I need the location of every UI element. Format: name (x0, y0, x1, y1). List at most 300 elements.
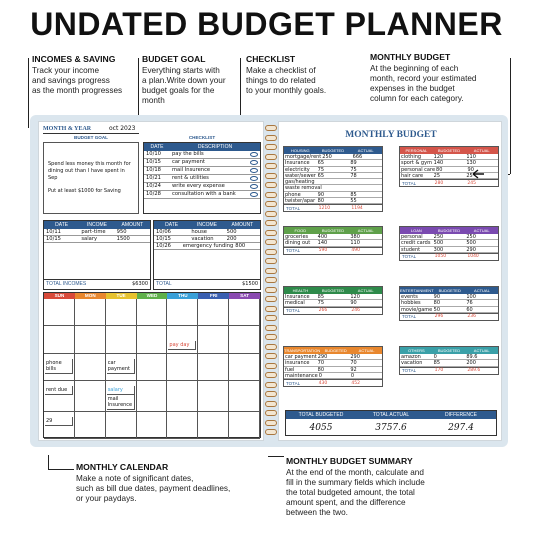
total-cell: TOTAL (402, 368, 417, 374)
income-header: AMOUNT (121, 222, 144, 228)
leader-line (48, 469, 74, 470)
category-name: TRANSPORTATION (284, 348, 321, 353)
budget-goal-caption (142, 54, 242, 106)
category-cell: insurance (285, 360, 310, 367)
category-cell: 0 (350, 372, 355, 379)
category-cell: 78 (350, 172, 357, 179)
calendar-day-cell (137, 354, 168, 381)
column-budgeted: BUDGETED (321, 148, 345, 153)
category-cell: 75 (317, 166, 325, 173)
category-cell: mortgage/rent (285, 154, 322, 160)
caption-line: to your monthly goals. (246, 86, 327, 95)
income-cell: 10/26 (156, 243, 171, 249)
spiral-ring (265, 258, 277, 264)
spiral-ring (265, 239, 277, 245)
category-cell: 60 (466, 306, 473, 313)
caption-line: expenses in the budget (370, 84, 455, 93)
calendar-day-cell (106, 412, 137, 439)
caption-line: as the month progresses (32, 86, 123, 95)
income-header: DATE (55, 222, 69, 228)
category-cell: 85 (433, 360, 441, 367)
category-cell: hobbies (401, 300, 421, 307)
spiral-ring (265, 410, 277, 416)
calendar-day-cell (229, 412, 260, 439)
checklist-table (143, 142, 261, 214)
goal-line: Spend less money this month for (48, 161, 131, 167)
spiral-ring (265, 353, 277, 359)
checklist-date: 10/10 (146, 151, 161, 157)
spiral-ring (265, 429, 277, 435)
right-page (278, 121, 502, 441)
caption-line: Make a checklist of (246, 66, 316, 75)
column-actual: ACTUAL (358, 348, 375, 353)
calendar-day-cell (106, 354, 137, 381)
income-row (154, 229, 260, 236)
budget-category-transportation (283, 346, 383, 387)
calendar-note: car payment (107, 359, 135, 374)
caption-line: budget goals for the (142, 86, 215, 95)
calendar-day-cell (167, 412, 198, 439)
incomes-heading: INCOMES & SAVING (32, 54, 116, 64)
leader-line (28, 58, 29, 128)
spiral-ring (265, 401, 277, 407)
spiral-ring (265, 315, 277, 321)
category-cell: medical (285, 300, 305, 307)
income-cell: house (191, 229, 207, 235)
column-budgeted: BUDGETED (324, 348, 347, 353)
total-cell: 296 (434, 314, 444, 320)
category-cell: 76 (466, 300, 473, 307)
left-page (38, 121, 264, 441)
category-cell: water/sewer (285, 172, 316, 179)
spiral-ring (265, 144, 277, 150)
goal-line: Put at least $1000 for Saving (48, 188, 121, 194)
category-name: ENTERTAINMENT (400, 288, 434, 293)
calendar-day-cell (137, 381, 168, 412)
category-cell (322, 185, 352, 190)
total-cell: 236 (467, 314, 476, 320)
total-cell: TOTAL (286, 248, 301, 254)
total-cell: 590 (318, 248, 328, 254)
checklist-heading: CHECKLIST (246, 54, 296, 64)
category-cell: 50 (433, 306, 441, 313)
category-cell: 70 (317, 360, 325, 367)
spiral-ring (265, 334, 277, 340)
column-actual: ACTUAL (474, 288, 490, 293)
category-cell: 75 (317, 300, 325, 307)
calendar-day-cell (106, 326, 137, 353)
total-cell: 1050 (434, 254, 447, 260)
income-cell: 950 (116, 229, 127, 235)
calendar-day-cell (137, 326, 168, 353)
weekday-label: THU (167, 293, 198, 299)
budget-category-entertainment (399, 286, 499, 321)
category-cell: 110 (350, 240, 360, 247)
calendar-note: mail Insurence (107, 395, 135, 410)
category-cell: 89.6 (466, 354, 478, 360)
total-cell: TOTAL (402, 180, 417, 186)
month-year-value: oct 2023 (109, 125, 136, 132)
spiral-ring (265, 192, 277, 198)
total-cell: TOTAL (402, 314, 417, 320)
category-cell: 85 (317, 294, 325, 300)
caption-line: a plan.Write down your (142, 76, 226, 85)
weekday-label: TUE (106, 293, 137, 299)
category-cell: 75 (350, 166, 357, 173)
total-cell: TOTAL (286, 380, 301, 386)
calendar-day-cell (75, 326, 106, 353)
category-cell: 120 (433, 154, 444, 160)
category-name: HEALTH (292, 288, 309, 293)
spiral-ring (265, 277, 277, 283)
category-cell: clothing (401, 154, 422, 160)
budget-summary-caption (286, 456, 486, 518)
calendar-note: phone bills (45, 359, 73, 374)
category-cell: 110 (466, 154, 476, 160)
monthly-calendar-caption (76, 462, 256, 504)
calendar-day-cell (229, 326, 260, 353)
income-cell: salary (81, 236, 98, 242)
income-row (154, 236, 260, 243)
calendar-day-cell (229, 354, 260, 381)
calendar-day-cell (106, 299, 137, 326)
calendar-day-cell (167, 299, 198, 326)
income-header: INCOME (196, 222, 217, 228)
calendar-note: salary (107, 386, 135, 395)
category-cell: electricity (285, 166, 310, 173)
caption-line: amount spent, and the difference (286, 498, 406, 507)
checklist-date: 10/18 (146, 167, 161, 173)
total-cell: 280 (434, 180, 444, 186)
category-cell: twister/apar (285, 198, 316, 205)
income-row (44, 236, 150, 243)
category-name: FOOD (294, 228, 307, 233)
weekday-label: MON (75, 293, 106, 299)
total-cell: TOTAL (286, 205, 301, 211)
checkbox-icon[interactable] (250, 160, 258, 165)
total-actual-value: 3757.6 (375, 423, 407, 433)
category-total (284, 307, 382, 314)
category-cell: 0 (433, 354, 437, 360)
category-cell: gas/heating (285, 179, 315, 186)
category-cell: 400 (317, 234, 328, 240)
category-cell: 290 (317, 354, 328, 360)
category-cell: maintenance (285, 372, 318, 379)
category-cell: 500 (466, 240, 476, 247)
total-savings-label: TOTAL (156, 281, 172, 287)
calendar-day-cell (167, 381, 198, 412)
divider (43, 133, 139, 134)
category-cell: 90 (433, 294, 441, 300)
checklist-description: mail Insurence (172, 167, 211, 173)
calendar-note: rent due (45, 386, 73, 395)
category-cell (352, 185, 382, 190)
spiral-ring (265, 268, 277, 274)
category-total (284, 204, 382, 211)
calendar-day-cell (44, 412, 75, 439)
column-budgeted: BUDGETED (321, 228, 345, 233)
category-total (400, 367, 498, 374)
income-cell: 1500 (116, 236, 130, 242)
category-cell: 200 (466, 360, 476, 367)
category-cell: groceries (285, 234, 309, 240)
arrow-icon (470, 168, 484, 180)
category-cell: dining out (285, 240, 311, 247)
spiral-ring (265, 163, 277, 169)
category-cell: 80 (433, 300, 441, 307)
category-cell: credit cards (401, 240, 431, 247)
category-cell: hair care (401, 172, 424, 179)
column-budgeted: BUDGETED (438, 288, 461, 293)
checkbox-icon[interactable] (250, 176, 258, 181)
category-cell: 85 (350, 191, 357, 198)
checklist-row (144, 159, 260, 167)
category-cell: 55 (350, 198, 357, 205)
total-cell: 452 (351, 380, 360, 386)
category-header (400, 147, 498, 154)
category-cell: personal (401, 234, 423, 240)
category-cell: 70 (350, 360, 357, 367)
category-name: HOUSING (291, 148, 310, 153)
income-cell: 10/15 (46, 236, 61, 242)
category-cell: 80 (317, 366, 325, 373)
budget-goal-label: BUDGET GOAL (74, 135, 108, 140)
income-cell: 200 (226, 236, 237, 242)
calendar-note: 29 (45, 417, 73, 426)
goal-line: dining out than I have spent in Sep (48, 168, 125, 181)
category-cell: student (401, 246, 421, 253)
category-total (284, 379, 382, 386)
planner-spread (30, 115, 508, 447)
checklist-row (144, 191, 260, 199)
category-cell: 89 (350, 160, 357, 167)
column-budgeted: BUDGETED (437, 228, 461, 233)
checklist-date: 10/15 (146, 159, 161, 165)
category-cell: 25 (466, 172, 473, 179)
category-cell: 666 (352, 154, 363, 160)
calendar-day-cell (44, 299, 75, 326)
checklist-row (144, 183, 260, 191)
spiral-ring (265, 135, 277, 141)
calendar-day-cell (198, 381, 229, 412)
calendar-day-cell (137, 299, 168, 326)
spiral-ring (265, 182, 277, 188)
caption-line: the total budgeted amount, the total (286, 488, 415, 497)
checklist-header-description: DESCRIPTION (197, 144, 233, 150)
total-cell: 490 (351, 248, 360, 254)
total-cell: 430 (318, 380, 328, 386)
category-cell: 90 (350, 300, 357, 307)
spiral-ring (265, 296, 277, 302)
category-cell: amazon (401, 354, 421, 360)
checklist-date: 10/24 (146, 183, 161, 189)
income-cell: vacation (191, 236, 214, 242)
category-cell: 92 (350, 366, 357, 373)
category-cell: Insurance (285, 294, 310, 300)
checklist-description: consultation with a bank (172, 191, 236, 197)
category-total (400, 313, 498, 320)
calendar-day-cell (229, 381, 260, 412)
calendar-day-cell (106, 381, 137, 412)
checklist-description: pay the bills (172, 151, 204, 157)
caption-line: Track your income (32, 66, 100, 75)
category-cell: 65 (317, 172, 325, 179)
category-header (284, 147, 382, 154)
summary-header: TOTAL ACTUAL (372, 412, 410, 418)
category-cell: 250 (433, 234, 444, 240)
caption-line: month (142, 96, 165, 105)
income-cell: 500 (226, 229, 237, 235)
column-actual: ACTUAL (473, 148, 490, 153)
checklist-date: 10/21 (146, 175, 161, 181)
calendar-day-cell (75, 354, 106, 381)
category-cell: 130 (466, 160, 476, 167)
column-actual: ACTUAL (473, 228, 490, 233)
category-cell: 0 (318, 372, 322, 379)
budget-goal-box (43, 142, 139, 214)
calendar-day-cell (75, 412, 106, 439)
calendar-day-cell (44, 381, 75, 412)
weekday-label: SAT (229, 293, 260, 299)
category-cell: 100 (466, 294, 476, 300)
monthly-budget-caption (370, 52, 500, 104)
category-cell: 140 (433, 160, 444, 167)
calendar-day-cell (198, 299, 229, 326)
budget-category-health (283, 286, 383, 315)
income-header: AMOUNT (231, 222, 254, 228)
monthly-calendar-heading: MONTHLY CALENDAR (76, 462, 169, 472)
spiral-ring (265, 382, 277, 388)
category-cell (349, 179, 382, 184)
column-actual: ACTUAL (357, 288, 374, 293)
checkbox-icon[interactable] (250, 184, 258, 189)
checkbox-icon[interactable] (250, 192, 258, 197)
caption-line: Everything starts with (142, 66, 220, 75)
category-header (284, 227, 382, 234)
checklist-caption (246, 54, 346, 96)
summary-header: DIFFERENCE (445, 412, 477, 418)
category-cell: 290 (466, 246, 476, 253)
category-cell: movie/game (401, 306, 433, 313)
category-total (284, 247, 382, 254)
spiral-binding (265, 125, 277, 439)
total-cell: 1210 (318, 205, 331, 211)
category-cell: 300 (433, 246, 444, 253)
column-budgeted: BUDGETED (437, 348, 461, 353)
column-actual: ACTUAL (357, 148, 374, 153)
spiral-ring (265, 125, 277, 131)
category-cell: 500 (433, 240, 444, 247)
spiral-ring (265, 363, 277, 369)
total-cell: 266 (318, 308, 328, 314)
budget-category-others (399, 346, 499, 375)
budget-category-loan (399, 226, 499, 261)
category-cell: fuel (285, 366, 295, 373)
budget-category-housing (283, 146, 383, 212)
total-cell: TOTAL (402, 254, 417, 260)
calendar-day-cell (229, 299, 260, 326)
category-total (400, 253, 498, 260)
spiral-ring (265, 154, 277, 160)
column-budgeted: BUDGETED (321, 288, 345, 293)
spiral-ring (265, 201, 277, 207)
category-cell: 120 (350, 294, 360, 300)
category-cell: events (401, 294, 418, 300)
caption-line: month, record your estimated (370, 74, 477, 83)
total-cell: 289.6 (467, 368, 481, 374)
caption-line: and savings progress (32, 76, 110, 85)
calendar-day-cell (75, 381, 106, 412)
calendar-day-cell (167, 354, 198, 381)
category-cell: 65 (317, 160, 325, 167)
caption-line: between the two. (286, 508, 348, 517)
spiral-ring (265, 306, 277, 312)
category-cell: 140 (317, 240, 328, 247)
category-cell: 25 (433, 172, 441, 179)
category-header (400, 287, 498, 294)
category-cell: 250 (466, 234, 476, 240)
category-cell: car payment (285, 354, 317, 360)
category-cell: 90 (467, 166, 474, 173)
summary-header: TOTAL BUDGETED (298, 412, 344, 418)
calendar-day-cell (198, 412, 229, 439)
total-cell: 246 (351, 308, 360, 314)
category-header (284, 287, 382, 294)
income-cell: 10/06 (156, 229, 171, 235)
category-total (400, 179, 498, 186)
income-table-left (43, 220, 151, 290)
spiral-ring (265, 372, 277, 378)
category-cell: 80 (436, 166, 443, 173)
monthly-calendar (43, 292, 261, 438)
budget-summary-heading: MONTHLY BUDGET SUMMARY (286, 456, 413, 466)
checkbox-icon[interactable] (250, 168, 258, 173)
budget-category-food (283, 226, 383, 255)
total-cell: 170 (434, 368, 444, 374)
difference-value: 297.4 (448, 423, 474, 433)
leader-line (510, 58, 511, 174)
checklist-label: CHECKLIST (188, 135, 216, 140)
category-cell: 380 (350, 234, 360, 240)
category-cell: waste removal (285, 185, 322, 192)
checklist-description: write every expense (172, 183, 225, 189)
checkbox-icon[interactable] (250, 152, 258, 157)
weekday-label: SUN (44, 293, 75, 299)
total-incomes-label: TOTAL INCOMES (46, 281, 87, 287)
checklist-header-date: DATE (150, 144, 164, 150)
checklist-description: car payment (172, 159, 205, 165)
income-cell: 800 (235, 243, 246, 249)
spiral-ring (265, 325, 277, 331)
spiral-ring (265, 249, 277, 255)
leader-line (48, 455, 49, 469)
total-cell: 1040 (467, 254, 479, 260)
incomes-caption (32, 54, 142, 96)
income-row (154, 243, 260, 250)
caption-line: At the beginning of each (370, 64, 459, 73)
category-name: LOAN (410, 228, 422, 233)
spiral-ring (265, 344, 277, 350)
income-cell: emergency funding (182, 243, 234, 249)
calendar-note: pay day (168, 341, 196, 350)
checklist-row (144, 175, 260, 183)
weekday-label: WED (137, 293, 168, 299)
income-cell: 10/15 (156, 236, 171, 242)
column-actual: ACTUAL (357, 228, 374, 233)
total-cell: TOTAL (286, 308, 301, 314)
calendar-day-cell (44, 354, 75, 381)
leader-line (268, 456, 284, 457)
